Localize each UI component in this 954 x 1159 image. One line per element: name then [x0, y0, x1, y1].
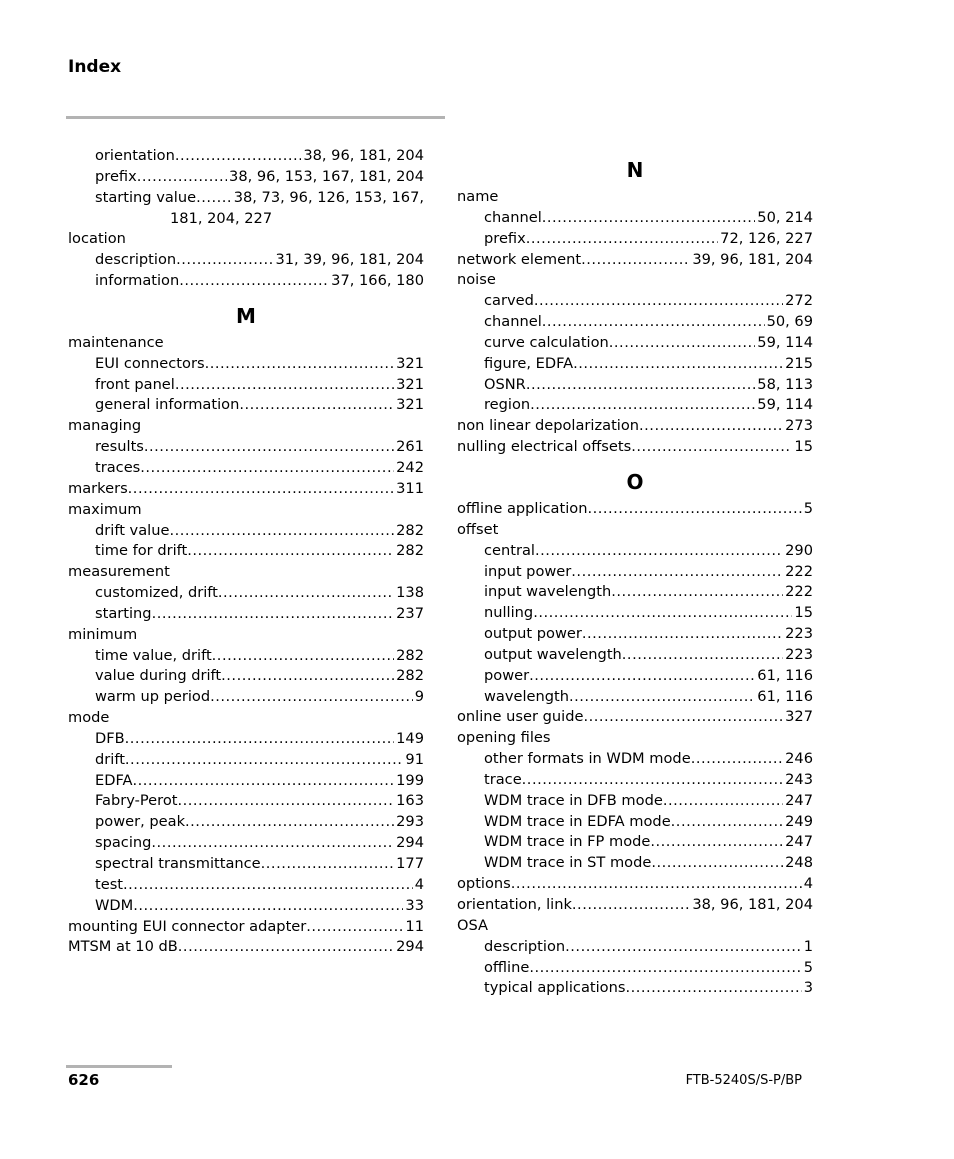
page-references: 248	[785, 854, 813, 872]
index-subentry	[457, 812, 813, 833]
index-entry	[68, 333, 424, 354]
index-term: front panel	[95, 375, 175, 393]
index-term: spacing	[95, 834, 152, 852]
index-subentry	[457, 791, 813, 812]
index-subentry	[68, 771, 424, 792]
index-term: WDM trace in FP mode	[484, 833, 651, 851]
dot-leader	[650, 832, 783, 853]
index-entry	[457, 520, 813, 541]
page-references: 237	[396, 604, 424, 622]
index-subentry	[457, 770, 813, 791]
dot-leader	[573, 354, 783, 375]
page-references: 59, 114	[757, 396, 813, 414]
index-term: maximum	[68, 500, 142, 518]
index-term: warm up period	[95, 688, 211, 706]
index-term: customized, drift	[95, 584, 218, 602]
index-subentry	[457, 978, 813, 999]
dot-leader	[663, 791, 783, 812]
index-term: offset	[457, 520, 499, 538]
dot-leader	[526, 229, 718, 250]
dot-leader	[178, 937, 394, 958]
index-subentry	[457, 603, 813, 624]
dot-leader	[128, 479, 394, 500]
page-number: 626	[68, 1071, 100, 1089]
page-references: 215	[785, 354, 813, 372]
dot-leader	[529, 958, 801, 979]
index-term: time value, drift	[95, 646, 212, 664]
dot-leader	[631, 437, 792, 458]
index-term: figure, EDFA	[484, 354, 574, 372]
index-term: noise	[457, 271, 496, 289]
index-term: OSA	[457, 916, 489, 934]
index-subentry	[68, 604, 424, 625]
index-subentry	[68, 750, 424, 771]
page-references: 5	[803, 499, 813, 517]
dot-leader	[639, 416, 783, 437]
page-references: 4	[414, 875, 424, 893]
index-subentry	[457, 749, 813, 770]
dot-leader	[581, 250, 690, 271]
dot-leader	[535, 541, 783, 562]
page-references: 163	[396, 792, 424, 810]
index-subentry	[68, 250, 424, 271]
dot-leader	[651, 853, 783, 874]
page-references: 247	[785, 791, 813, 809]
page-references: 242	[396, 458, 424, 476]
index-entry	[68, 229, 424, 250]
index-term: online user guide	[457, 708, 584, 726]
page-references: 11	[405, 917, 424, 935]
index-term: traces	[95, 458, 141, 476]
page-references: 321	[396, 396, 424, 414]
page-references: 38, 96, 181, 204	[303, 147, 424, 164]
index-subentry	[68, 375, 424, 396]
index-subentry	[68, 354, 424, 375]
index-term: WDM trace in DFB mode	[484, 791, 663, 809]
section-letter: N	[626, 158, 644, 182]
index-subentry	[457, 958, 813, 979]
index-term: DFB	[95, 729, 125, 747]
index-subentry	[457, 375, 813, 396]
dot-leader	[611, 582, 783, 603]
dot-leader	[133, 771, 395, 792]
page-references: 15	[794, 438, 813, 456]
index-subentry	[457, 208, 813, 229]
index-entry	[68, 917, 424, 938]
index-term: mode	[68, 709, 110, 727]
page-references: 9	[414, 688, 424, 706]
page-references: 177	[396, 855, 424, 872]
page-references: 327	[785, 708, 813, 726]
dot-leader	[526, 375, 755, 396]
index-entry-continuation: 181, 204, 227	[170, 209, 273, 227]
index-subentry	[68, 875, 424, 896]
index-term: power, peak	[95, 813, 186, 831]
product-name: FTB-5240S/S-P/BP	[685, 1073, 802, 1088]
index-entry	[457, 916, 813, 937]
index-term: region	[484, 396, 531, 414]
index-subentry	[68, 437, 424, 458]
index-subentry	[68, 167, 424, 188]
dot-leader	[261, 854, 394, 875]
page-references: 61, 116	[757, 666, 813, 684]
section-letter: M	[236, 303, 256, 328]
index-term: orientation	[95, 147, 175, 164]
index-term: drift	[95, 750, 125, 768]
dot-leader	[169, 521, 394, 542]
index-entry	[457, 874, 813, 895]
dot-leader	[583, 707, 783, 728]
page-references: 321	[396, 354, 424, 372]
index-subentry	[68, 583, 424, 604]
page-references: 222	[785, 583, 813, 601]
dot-leader	[137, 167, 227, 188]
index-term: WDM trace in EDFA mode	[484, 812, 671, 830]
page-references: 223	[785, 645, 813, 663]
dot-leader	[511, 874, 802, 895]
page-references: 243	[785, 770, 813, 788]
index-subentry	[68, 791, 424, 812]
page-references: 38, 96, 181, 204	[692, 896, 813, 913]
index-column-left	[68, 146, 424, 958]
dot-leader	[530, 395, 755, 416]
dot-leader	[542, 312, 765, 333]
index-entry	[68, 625, 424, 646]
index-term: description	[95, 251, 177, 269]
page-references: 247	[785, 833, 813, 851]
index-term: other formats in WDM mode	[484, 750, 691, 768]
index-term: MTSM at 10 dB	[68, 938, 178, 956]
dot-leader	[691, 749, 783, 770]
page-references: 31, 39, 96, 181, 204	[275, 251, 424, 269]
index-term: WDM	[95, 896, 134, 914]
index-term: measurement	[68, 563, 170, 581]
index-subentry	[68, 521, 424, 542]
page-references: 37, 166, 180	[331, 272, 424, 290]
dot-leader	[218, 583, 394, 604]
footer-divider	[66, 1065, 172, 1068]
index-term: orientation, link	[457, 896, 572, 913]
dot-leader	[179, 271, 329, 292]
index-entry	[457, 437, 813, 458]
dot-leader	[151, 833, 394, 854]
page-references: 39, 96, 181, 204	[692, 250, 813, 268]
dot-leader	[125, 729, 394, 750]
index-term: OSNR	[484, 375, 526, 393]
index-entry	[457, 499, 813, 520]
index-entry	[457, 416, 813, 437]
dot-leader	[125, 750, 404, 771]
dot-leader	[622, 645, 783, 666]
page-references: 249	[785, 812, 813, 830]
index-term: name	[457, 188, 499, 205]
index-term: starting value	[95, 188, 197, 206]
page-references: 282	[396, 542, 424, 560]
dot-leader	[212, 646, 394, 667]
index-term: curve calculation	[484, 333, 609, 351]
index-term: EDFA	[95, 771, 133, 789]
index-subentry	[457, 312, 813, 333]
page-references: 290	[785, 541, 813, 559]
index-term: spectral transmittance	[95, 855, 261, 872]
page-references: 1	[803, 937, 813, 955]
index-subentry	[457, 395, 813, 416]
index-subentry	[68, 188, 424, 209]
index-entry	[68, 708, 424, 729]
index-subentry	[457, 541, 813, 562]
index-term: output power	[484, 625, 582, 643]
page-references: 3	[803, 979, 813, 997]
index-term: time for drift	[95, 542, 188, 560]
page-references: 61, 116	[757, 687, 813, 705]
index-term: output wavelength	[484, 645, 622, 663]
page-references: 222	[785, 562, 813, 580]
dot-leader	[178, 791, 395, 812]
index-term: maintenance	[68, 333, 164, 351]
dot-leader	[123, 875, 413, 896]
index-subentry	[457, 832, 813, 853]
index-term: network element	[457, 250, 582, 268]
index-column-right	[457, 146, 813, 999]
page-references: 311	[396, 479, 424, 497]
dot-leader	[133, 896, 403, 917]
index-term: value during drift	[95, 667, 222, 685]
index-term: typical applications	[484, 979, 626, 997]
dot-leader	[185, 812, 394, 833]
section-letter: O	[626, 469, 644, 494]
page-references: 293	[396, 813, 424, 831]
index-entry	[457, 187, 813, 208]
index-subentry	[457, 582, 813, 603]
index-subentry	[68, 541, 424, 562]
index-term: nulling electrical offsets	[457, 438, 632, 456]
index-subentry	[68, 395, 424, 416]
index-subentry	[457, 645, 813, 666]
page-references: 58, 113	[757, 375, 813, 393]
page-references: 91	[405, 750, 424, 768]
page-references: 38, 73, 96, 126, 153, 167,	[233, 188, 424, 206]
index-subentry	[68, 666, 424, 687]
index-subentry	[68, 833, 424, 854]
dot-leader	[239, 395, 394, 416]
index-entry	[68, 937, 424, 958]
index-subentry	[457, 624, 813, 645]
index-term: trace	[484, 770, 522, 788]
dot-leader	[565, 937, 802, 958]
index-term: offline	[484, 958, 530, 976]
index-entry	[68, 416, 424, 437]
page-references: 261	[396, 438, 424, 456]
index-subentry	[457, 853, 813, 874]
index-entry	[68, 500, 424, 521]
page-references: 138	[396, 584, 424, 602]
dot-leader	[175, 375, 394, 396]
index-subentry	[68, 729, 424, 750]
dot-leader	[609, 333, 756, 354]
index-term: offline application	[457, 499, 588, 517]
index-term: Fabry-Perot	[95, 792, 178, 810]
dot-leader	[210, 687, 413, 708]
page-header-title: Index	[68, 57, 122, 77]
page-references: 282	[396, 646, 424, 664]
page-references: 282	[396, 521, 424, 539]
index-term: location	[68, 230, 126, 248]
page-references: 72, 126, 227	[720, 229, 813, 247]
index-subentry	[68, 812, 424, 833]
page-references: 33	[405, 896, 424, 914]
index-entry	[457, 728, 813, 749]
index-term: information	[95, 272, 180, 290]
index-subentry	[457, 229, 813, 250]
index-term: drift value	[95, 521, 170, 539]
index-entry	[457, 895, 813, 916]
dot-leader	[671, 812, 783, 833]
index-term: channel	[484, 313, 542, 331]
dot-leader	[221, 666, 394, 687]
index-term: mounting EUI connector adapter	[68, 917, 307, 935]
index-term: WDM trace in ST mode	[484, 854, 652, 872]
index-entry	[68, 562, 424, 583]
index-subentry	[68, 854, 424, 875]
index-term: general information	[95, 396, 240, 414]
dot-leader	[529, 666, 755, 687]
index-term: channel	[484, 208, 542, 226]
page-references: 272	[785, 292, 813, 310]
index-term: non linear depolarization	[457, 417, 640, 435]
page-references: 4	[803, 875, 813, 893]
index-subentry	[457, 291, 813, 312]
index-term: markers	[68, 479, 128, 497]
page-references: 246	[785, 750, 813, 768]
dot-leader	[205, 354, 395, 375]
index-term: prefix	[95, 167, 137, 185]
index-subentry	[457, 937, 813, 958]
index-subentry	[68, 896, 424, 917]
dot-leader	[587, 499, 801, 520]
dot-leader	[187, 541, 394, 562]
index-subentry	[68, 271, 424, 292]
dot-leader	[534, 291, 783, 312]
index-term: options	[457, 875, 511, 893]
dot-leader	[144, 437, 394, 458]
dot-leader	[175, 146, 301, 167]
index-subentry	[457, 333, 813, 354]
index-term: input wavelength	[484, 583, 612, 601]
index-entry	[457, 707, 813, 728]
index-term: opening files	[457, 729, 551, 747]
dot-leader	[522, 770, 783, 791]
index-subentry	[68, 646, 424, 667]
index-term: EUI connectors	[95, 354, 205, 372]
index-term: results	[95, 438, 144, 456]
index-term: power	[484, 666, 530, 684]
page-references: 294	[396, 938, 424, 956]
index-term: starting	[95, 604, 152, 622]
index-term: minimum	[68, 625, 138, 643]
index-term: nulling	[484, 604, 534, 622]
page-references: 50, 69	[766, 313, 813, 331]
header-divider	[66, 116, 445, 119]
index-term: carved	[484, 292, 534, 310]
index-entry	[457, 250, 813, 271]
index-subentry	[68, 146, 424, 167]
page-references: 15	[794, 604, 813, 622]
dot-leader	[533, 603, 792, 624]
dot-leader	[306, 917, 403, 938]
index-entry	[457, 270, 813, 291]
index-term: prefix	[484, 229, 526, 247]
dot-leader	[152, 604, 395, 625]
page-references: 223	[785, 625, 813, 643]
index-term: test	[95, 875, 124, 893]
index-subentry	[68, 687, 424, 708]
dot-leader	[571, 562, 783, 583]
dot-leader	[572, 895, 690, 916]
dot-leader	[176, 250, 273, 271]
dot-leader	[542, 208, 756, 229]
dot-leader	[569, 687, 755, 708]
index-entry	[68, 479, 424, 500]
page-references: 50, 214	[757, 208, 813, 226]
index-term: input power	[484, 562, 572, 580]
dot-leader	[582, 624, 783, 645]
page-references: 38, 96, 153, 167, 181, 204	[229, 167, 424, 185]
dot-leader	[196, 188, 232, 209]
index-subentry	[457, 687, 813, 708]
index-subentry	[68, 458, 424, 479]
index-subentry	[457, 562, 813, 583]
index-term: description	[484, 937, 566, 955]
page-references: 273	[785, 417, 813, 435]
index-subentry	[457, 354, 813, 375]
page-references: 149	[396, 729, 424, 747]
dot-leader	[140, 458, 394, 479]
index-term: central	[484, 541, 535, 559]
dot-leader	[625, 978, 801, 999]
page-references: 321	[396, 375, 424, 393]
page-references: 199	[396, 771, 424, 789]
page-references: 282	[396, 667, 424, 685]
index-term: wavelength	[484, 687, 570, 705]
index-term: managing	[68, 417, 142, 435]
page-references: 294	[396, 834, 424, 852]
page-references: 59, 114	[757, 333, 813, 351]
page-references: 5	[803, 958, 813, 976]
index-subentry	[457, 666, 813, 687]
